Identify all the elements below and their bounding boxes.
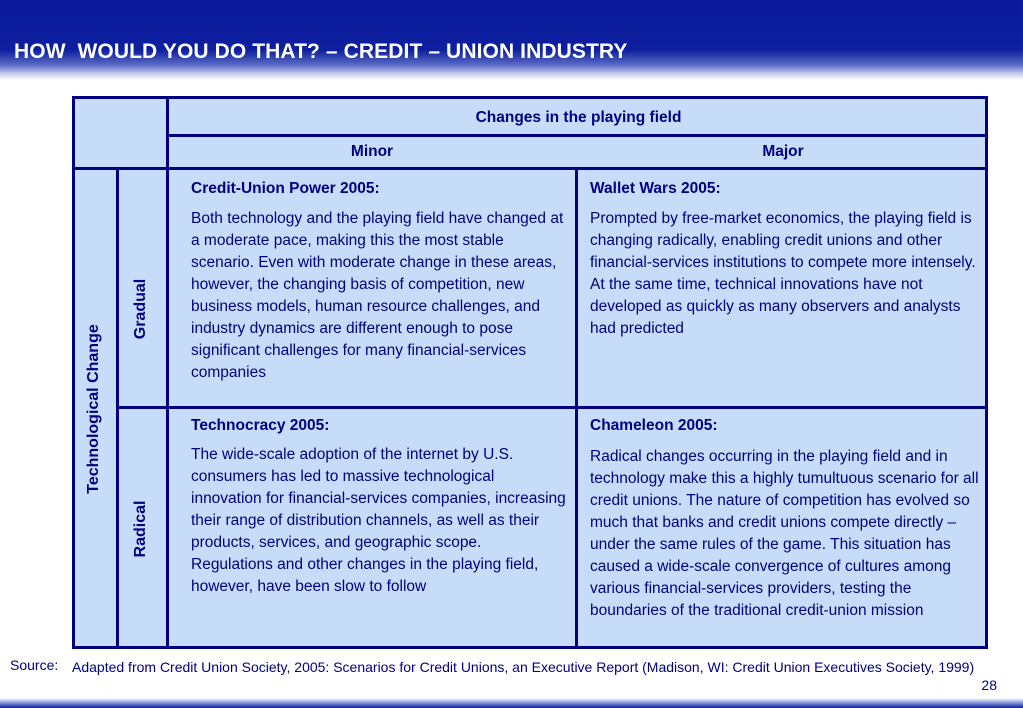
scenario-matrix: [72, 96, 988, 649]
footer-bar: [0, 698, 1023, 708]
column-header-minor: Minor: [350, 143, 394, 160]
source-label: Source:: [10, 657, 59, 673]
scenario-body-technocracy: The wide-scale adoption of the internet by U.S. consumers has led to massive technological innovation for financial-services companies, increasing their range of distribution channels, as well as their products, services, and geographic scope. Regulations and other changes in the playing field, however, have been slow to follow: [191, 446, 566, 595]
divider-row-labels: [166, 99, 169, 649]
scenario-title-credit-union-power: Credit-Union Power 2005:: [191, 180, 380, 197]
row-header-gradual: Gradual: [132, 278, 149, 340]
scenario-body-wallet-wars: Prompted by free-market economics, the playing field is changing radically, enabling credit unions and other financial-services institutions to compete more intensely. At the same time, technical innovations have not developed as quickly as many observers and analysts had predicted: [590, 210, 976, 337]
divider-row-mid: [116, 406, 988, 409]
source-citation: Adapted from Credit Union Society, 2005: Scenarios for Credit Unions, an Executive Report (Madison, WI: Credit Union Executives Society, 1999): [72, 659, 975, 675]
title-bar: [0, 0, 1023, 80]
scenario-body-chameleon: Radical changes occurring in the playing field and in technology make this a highly tumultuous scenario for all credit unions. The nature of competition has evolved so much that banks and credit unions compete directly – under the same rules of the game. This situation has caused a wide-scale convergence of cultures among various financial-services providers, testing the boundaries of the traditional credit-union mission: [590, 448, 979, 619]
page-number: 28: [981, 677, 997, 693]
divider-col-mid: [575, 170, 578, 649]
divider-row-group: [116, 170, 119, 649]
column-header-major: Major: [762, 143, 804, 160]
scenario-body-credit-union-power: Both technology and the playing field have changed at a moderate pace, making this the most stable scenario. Even with moderate change in these areas, however, the changing basis of competition, new business models, human resource challenges, and industry dynamics are different enough to pose significant challenges for many financial-services companies: [191, 210, 564, 381]
row-header-radical: Radical: [132, 500, 149, 558]
scenario-title-chameleon: Chameleon 2005:: [590, 417, 718, 434]
row-group-header: Technological Change: [85, 324, 102, 494]
column-group-header: Changes in the playing field: [475, 109, 682, 126]
divider-header-bottom: [75, 167, 988, 170]
scenario-title-wallet-wars: Wallet Wars 2005:: [590, 180, 721, 197]
divider-header-row: [169, 134, 988, 137]
page-title: HOW WOULD YOU DO THAT? – CREDIT – UNION INDUSTRY: [14, 40, 628, 63]
scenario-title-technocracy: Technocracy 2005:: [191, 417, 330, 434]
